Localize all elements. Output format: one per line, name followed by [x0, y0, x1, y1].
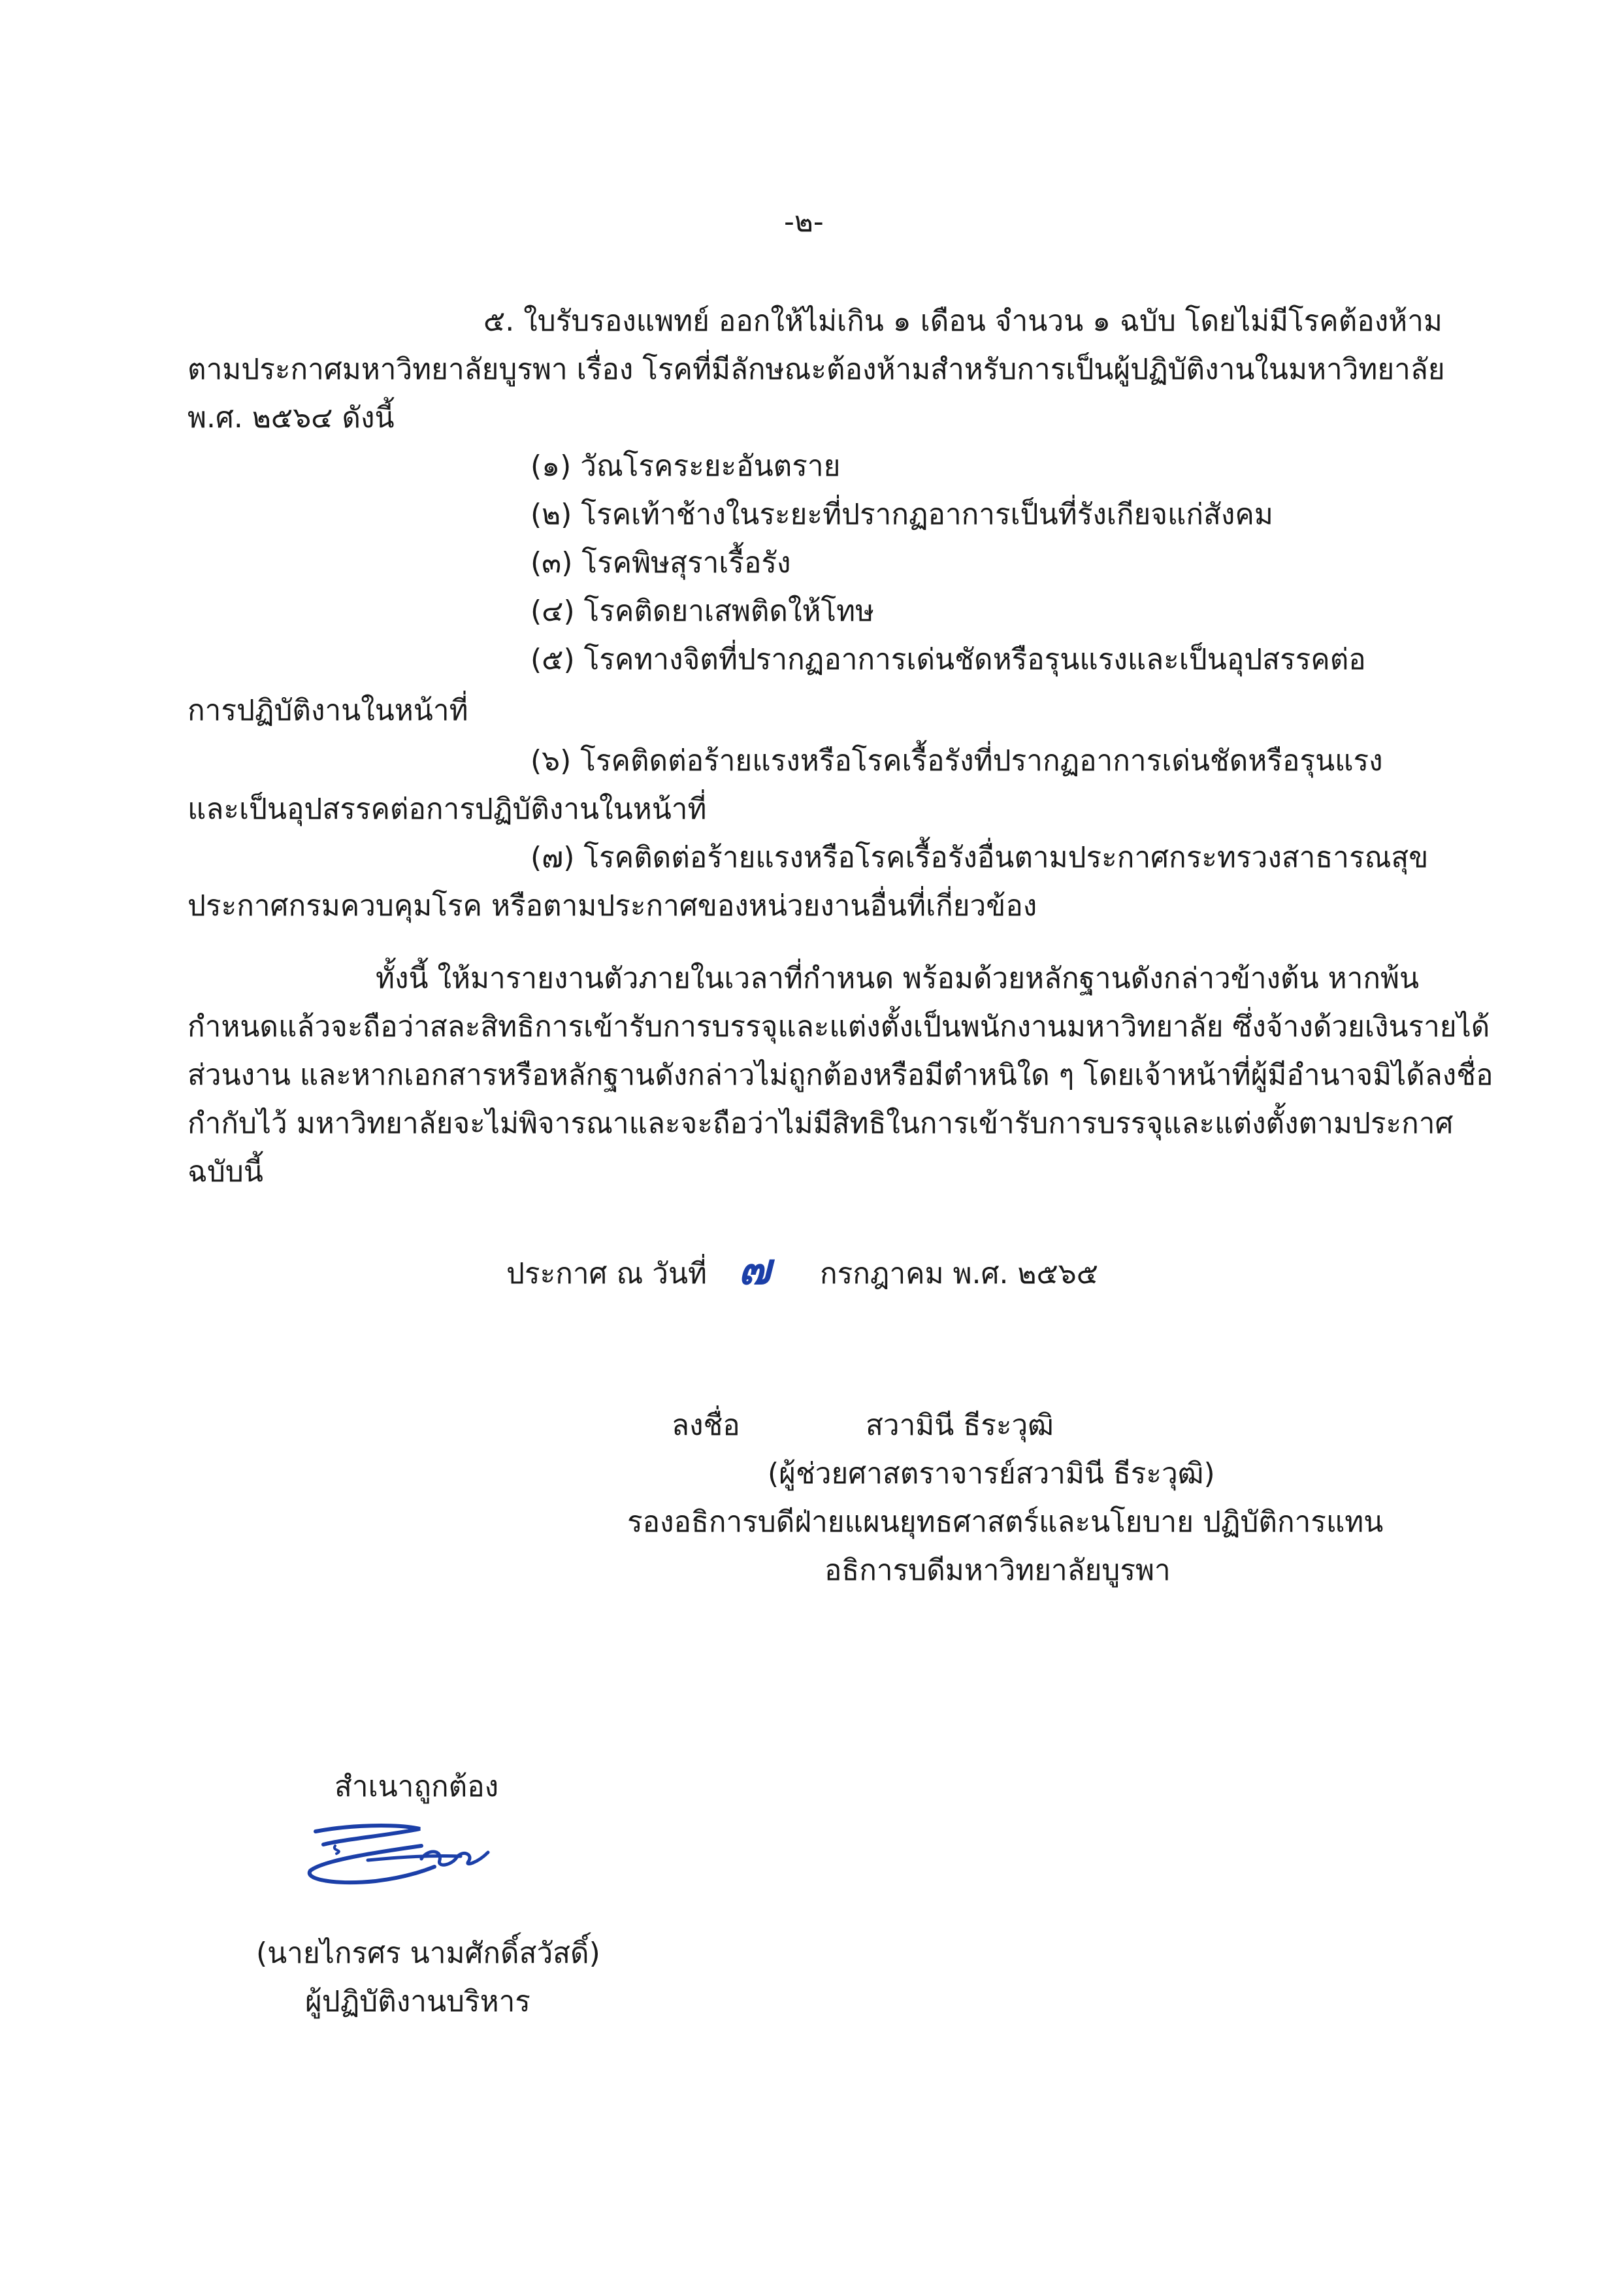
- disease-item-5-cont: การปฏิบัติงานในหน้าที่: [187, 694, 468, 727]
- page-number: -๒-: [784, 205, 824, 238]
- signer-signed-name: สวามินี ธีระวุฒิ: [866, 1409, 1054, 1442]
- signer-full-name: (ผู้ช่วยศาสตราจารย์สวามินี ธีระวุฒิ): [768, 1457, 1215, 1490]
- announce-day-handwritten: ๗: [738, 1243, 771, 1294]
- announce-suffix: กรกฎาคม พ.ศ. ๒๕๖๕: [820, 1257, 1099, 1290]
- handwritten-signature: [297, 1820, 506, 1898]
- disease-item-6-cont: และเป็นอุปสรรคต่อการปฏิบัติงานในหน้าที่: [187, 793, 707, 826]
- signer-position-2: อธิการบดีมหาวิทยาลัยบูรพา: [824, 1554, 1171, 1587]
- disease-item-2: (๒) โรคเท้าช้างในระยะที่ปรากฏอาการเป็นที่รังเกียจแก่สังคม: [530, 498, 1273, 531]
- sign-label: ลงชื่อ: [672, 1409, 740, 1442]
- closing-line-5: ฉบับนี้: [187, 1155, 263, 1189]
- signer-position-1: รองอธิการบดีฝ่ายแผนยุทธศาสตร์และนโยบาย ปฏิบัติการแทน: [627, 1505, 1384, 1539]
- disease-item-5: (๕) โรคทางจิตที่ปรากฏอาการเด่นชัดหรือรุนแรงและเป็นอุปสรรคต่อ: [530, 643, 1366, 676]
- closing-line-2: กำหนดแล้วจะถือว่าสละสิทธิการเข้ารับการบรรจุและแต่งตั้งเป็นพนักงานมหาวิทยาลัย ซึ่งจ้างด้วยเงินรายได้: [187, 1010, 1490, 1043]
- closing-line-1: ทั้งนี้ ให้มารายงานตัวภายในเวลาที่กำหนด พร้อมด้วยหลักฐานดังกล่าวข้างต้น หากพ้น: [376, 962, 1420, 995]
- disease-item-7: (๗) โรคติดต่อร้ายแรงหรือโรคเรื้อรังอื่นตามประกาศกระทรวงสาธารณสุข: [530, 841, 1429, 874]
- disease-item-1: (๑) วัณโรคระยะอันตราย: [530, 450, 841, 483]
- announce-prefix: ประกาศ ณ วันที่: [506, 1257, 708, 1290]
- item5-line3: พ.ศ. ๒๕๖๔ ดังนี้: [187, 401, 395, 435]
- disease-item-7-cont: ประกาศกรมควบคุมโรค หรือตามประกาศของหน่วยงานอื่นที่เกี่ยวข้อง: [187, 889, 1037, 923]
- disease-item-3: (๓) โรคพิษสุราเรื้อรัง: [530, 546, 791, 580]
- item5-line2: ตามประกาศมหาวิทยาลัยบูรพา เรื่อง โรคที่มีลักษณะต้องห้ามสำหรับการเป็นผู้ปฏิบัติงานในมหาวิทยาลัย: [187, 353, 1445, 386]
- item5-line1: ๕. ใบรับรองแพทย์ ออกให้ไม่เกิน ๑ เดือน จำนวน ๑ ฉบับ โดยไม่มีโรคต้องห้าม: [483, 304, 1442, 338]
- certify-label: สำเนาถูกต้อง: [334, 1770, 499, 1803]
- closing-line-3: ส่วนงาน และหากเอกสารหรือหลักฐานดังกล่าวไม่ถูกต้องหรือมีตำหนิใด ๆ โดยเจ้าหน้าที่ผู้มีอำนาจมิได้ลงชื่อ: [187, 1058, 1493, 1092]
- closing-line-4: กำกับไว้ มหาวิทยาลัยจะไม่พิจารณาและจะถือว่าไม่มีสิทธิในการเข้ารับการบรรจุและแต่งตั้งตามประกาศ: [187, 1107, 1454, 1140]
- certify-position: ผู้ปฏิบัติงานบริหาร: [305, 1985, 530, 2018]
- disease-item-6: (๖) โรคติดต่อร้ายแรงหรือโรคเรื้อรังที่ปรากฏอาการเด่นชัดหรือรุนแรง: [530, 744, 1383, 778]
- disease-item-4: (๔) โรคติดยาเสพติดให้โทษ: [530, 595, 875, 628]
- certify-name: (นายไกรศร นามศักดิ์สวัสดิ์): [256, 1937, 600, 1970]
